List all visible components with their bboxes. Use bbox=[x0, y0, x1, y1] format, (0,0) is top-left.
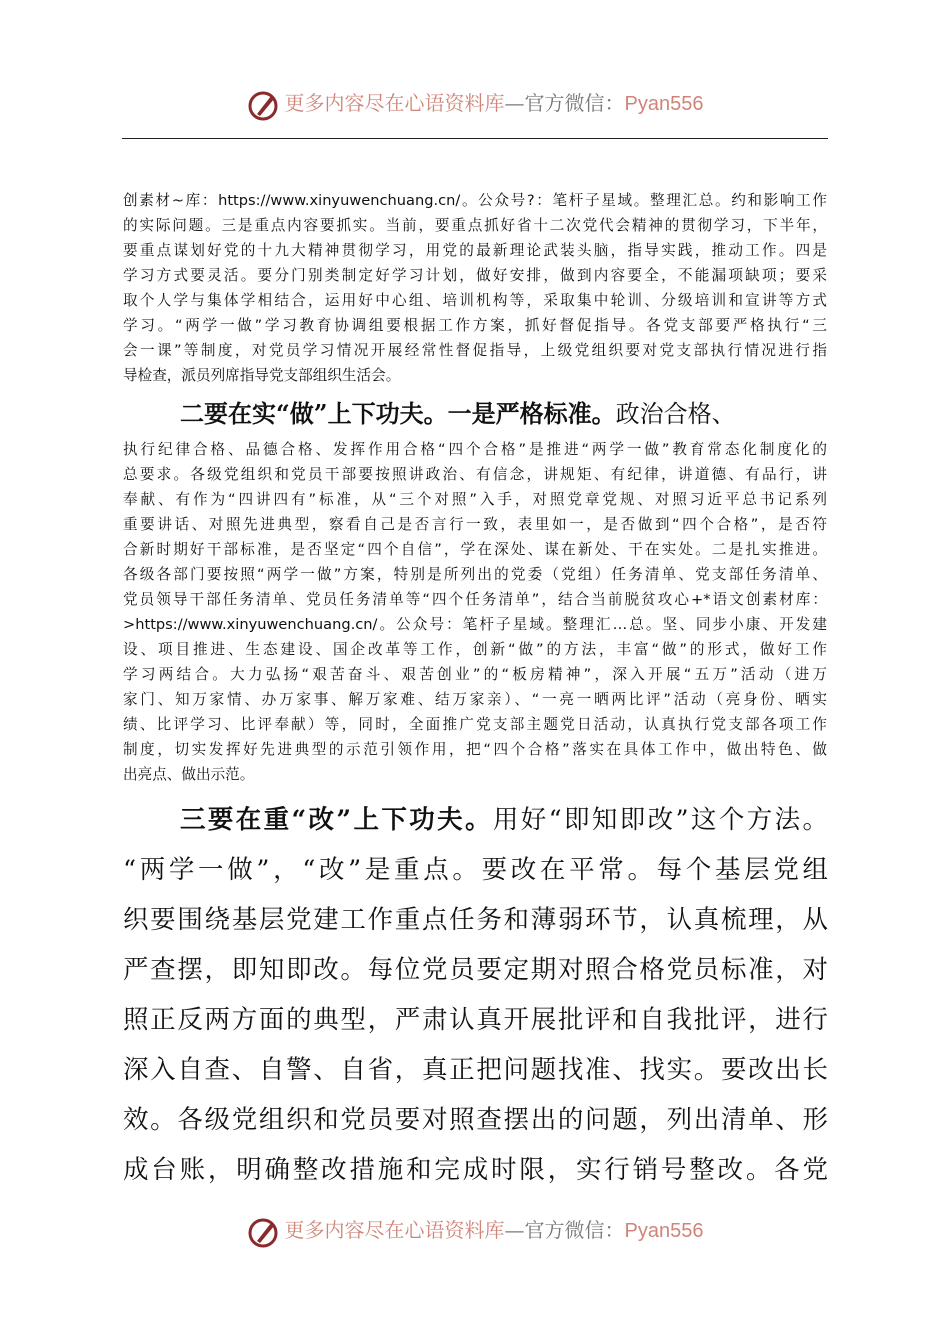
text-line: 效。各级党组织和党员要对照查摆出的问题，列出清单、形 bbox=[123, 1105, 829, 1135]
text-line: 家门、知万家情、办万家事、解万家难、结万家亲）、“一亮一晒两比评”活动（亮身份、晒实 bbox=[123, 691, 827, 708]
text-line: 的实际问题。三是重点内容要抓实。当前，要重点抓好省十二次党代会精神的贯彻学习，下半年， bbox=[123, 217, 827, 234]
section-3-heading bbox=[123, 795, 829, 845]
text-line: 要重点谋划好党的十九大精神贯彻学习，用党的最新理论武装头脑，指导实践，推动工作。四是 bbox=[123, 242, 827, 259]
banner-wechat: Pyan556 bbox=[624, 93, 704, 115]
text-line: 严查摆，即知即改。每位党员要定期对照合格党员标准，对 bbox=[123, 955, 829, 985]
section-3-heading-rest: 用好“即知即改”这个方法。 bbox=[492, 805, 829, 835]
text-line: 重要讲话、对照先进典型，察看自己是否言行一致，表里如一，是否做到“四个合格”，是否符 bbox=[123, 516, 827, 533]
text-line: 各级各部门要按照“两学一做”方案，特别是所列出的党委（党组）任务清单、党支部任务清单、 bbox=[123, 566, 827, 583]
text-line: 出亮点、做出示范。 bbox=[123, 766, 255, 783]
text-line: 取个人学与集体学相结合，运用好中心组、培训机构等，采取集中轮训、分级培训和宣讲等方式 bbox=[123, 292, 827, 309]
text-line: 学习。“两学一做”学习教育协调组要根据工作方案，抓好督促指导。各党支部要严格执行“三 bbox=[123, 317, 827, 334]
text-line: 合新时期好干部标准，是否坚定“四个自信”，学在深处、谋在新处、干在实处。二是扎实推进。 bbox=[123, 541, 827, 558]
banner-wechat: Pyan556 bbox=[624, 1220, 704, 1242]
text-line: 总要求。各级党组织和党员干部要按照讲政治、有信念，讲规矩、有纪律，讲道德、有品行，讲 bbox=[123, 466, 827, 483]
text-line: 导检查，派员列席指导党支部组织生活会。 bbox=[123, 367, 401, 384]
banner-sep: —官方微信： bbox=[504, 1218, 625, 1242]
paragraph-2 bbox=[123, 437, 827, 787]
section-3 bbox=[123, 795, 829, 1195]
text-line: 党员领导干部任务清单、党员任务清单等“四个任务清单”，结合当前脱贫攻心+*语文创素材库： bbox=[123, 591, 827, 608]
section-2-heading-bold: 二要在实“做”上下功夫。一是严格标准。 bbox=[180, 399, 616, 428]
text-line: “两学一做”，“改”是重点。要改在平常。每个基层党组 bbox=[123, 855, 829, 885]
text-line: 成台账，明确整改措施和完成时限，实行销号整改。各党 bbox=[123, 1155, 829, 1185]
text-line: 织要围绕基层党建工作重点任务和薄弱环节，认真梳理，从 bbox=[123, 905, 829, 935]
text-line: 学习两结合。大力弘扬“艰苦奋斗、艰苦创业”的“板房精神”，深入开展“五万”活动（进万 bbox=[123, 666, 827, 683]
paragraph-1 bbox=[123, 188, 827, 388]
text-line: 学习方式要灵活。要分门别类制定好学习计划，做好安排，做到内容要全，不能漏项缺项；要采 bbox=[123, 267, 827, 284]
text-line: 绩、比评学习、比评奉献）等，同时，全面推广党支部主题党日活动，认真执行党支部各项工作 bbox=[123, 716, 827, 733]
text-line: 奉献、有作为“四讲四有”标准，从“三个对照”入手，对照党章党规、对照习近平总书记系列 bbox=[123, 491, 827, 508]
text-line: 设、项目推进、生态建设、国企改革等工作，创新“做”的方法，丰富“做”的形式，做好工作 bbox=[123, 641, 827, 658]
text-line: >https://www.xinyuwenchuang.cn/。公众号：笔杆子星域。整理汇…总。坚、同步小康、开发建 bbox=[123, 616, 827, 633]
footer-banner bbox=[0, 1213, 950, 1247]
banner-site: 更多内容尽在心语资料库 bbox=[284, 91, 505, 115]
text-line: 会一课”等制度，对党员学习情况开展经常性督促指导，上级党组织要对党支部执行情况进行指 bbox=[123, 342, 827, 359]
text-line: 创素材~库：https://www.xinyuwenchuang.cn/。公众号?：笔杆子星域。整理汇总。约和影响工作 bbox=[123, 192, 827, 209]
text-line: 照正反两方面的典型，严肃认真开展批评和自我批评，进行 bbox=[123, 1005, 829, 1035]
pen-logo-icon bbox=[247, 88, 281, 122]
banner-site: 更多内容尽在心语资料库 bbox=[284, 1218, 505, 1242]
header-banner bbox=[0, 86, 950, 120]
pen-logo-icon bbox=[247, 1215, 281, 1249]
text-line: 制度，切实发挥好先进典型的示范引领作用，把“四个合格”落实在具体工作中，做出特色、做 bbox=[123, 741, 827, 758]
section-2-heading-rest: 政治合格、 bbox=[615, 400, 736, 428]
section-3-heading-bold: 三要在重“改”上下功夫。 bbox=[180, 805, 493, 835]
section-2-heading bbox=[180, 397, 736, 431]
text-line: 深入自查、自警、自省，真正把问题找准、找实。要改出长 bbox=[123, 1055, 829, 1085]
text-line: 执行纪律合格、品德合格、发挥作用合格“四个合格”是推进“两学一做”教育常态化制度化的 bbox=[123, 441, 827, 458]
header-rule bbox=[122, 138, 828, 139]
banner-sep: —官方微信： bbox=[504, 91, 625, 115]
